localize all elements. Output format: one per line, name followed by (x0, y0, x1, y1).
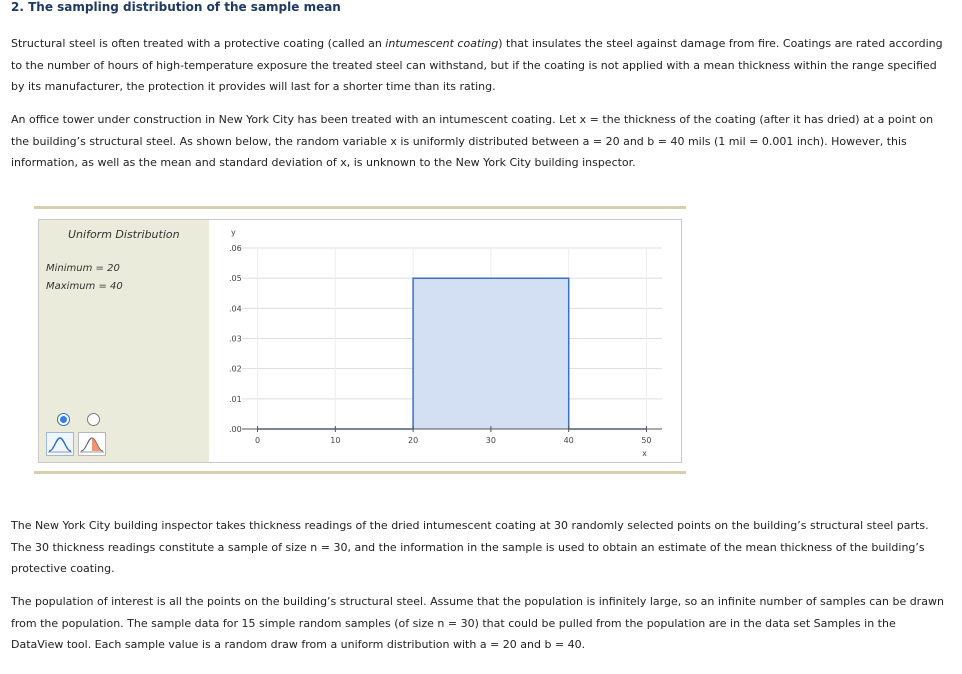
y-tick-label: .02 (229, 364, 242, 374)
x-tick-label: 50 (641, 436, 652, 445)
y-tick-label: .04 (229, 304, 242, 314)
x-tick-label: 10 (330, 436, 341, 445)
x-axis-label: x (642, 449, 647, 458)
panel-title: Uniform Distribution (68, 228, 180, 241)
x-tick-label: 0 (255, 436, 261, 445)
x-tick-label: 40 (563, 436, 574, 445)
population-paragraph: The population of interest is all the points on the building’s structural steel. Assume that the population is infinitely large, so an infinite number of samples can be drawn from the population. The sample data for 15 simple random samples (of size n = 30) that could be pulled from the population are in the data set Samples in the DataView tool. Each sample value is a random draw from a uniform distribution with a = 20 and b = 40. (11, 595, 944, 651)
x-tick-label: 20 (408, 436, 419, 445)
x-tick-label: 30 (485, 436, 496, 445)
y-tick-label: .05 (229, 274, 242, 284)
density-area (258, 278, 647, 429)
y-tick-label: .00 (229, 425, 242, 434)
y-tick-label: .06 (229, 244, 242, 253)
minimum-label: Minimum = 20 (46, 263, 120, 274)
scenario-paragraph: An office tower under construction in New York City has been treated with an intumescent coating. Let x = the thickness of the coating (after it has dried) at a point on the building’s structural steel. As shown below, the random variable x is uniformly distributed between a = 20 and b = 40 mils (1 mil = 0.001 inch). However, this information, as well as the mean and standard deviation of x, is unknown to the New York City building inspector. (11, 113, 934, 169)
y-tick-label: .03 (229, 334, 242, 344)
y-axis-label: y (231, 228, 236, 237)
maximum-label: Maximum = 40 (46, 281, 123, 292)
intro-text-end: ) that insulates the steel against damage from fire. Coatings are rated according to the number of hours of high-temperature exposure the treated steel can withstand, but if the coating is not applied with a mean thickness within the range specified by its manufacturer, the protection it provides will last for a shorter time than its rating. (11, 37, 943, 93)
section-title: 2. The sampling distribution of the sample mean (11, 0, 341, 14)
intro-text-start: Structural steel is often treated with a protective coating (called an (11, 37, 386, 50)
intro-text-term: intumescent coating (385, 37, 499, 50)
inspector-paragraph: The New York City building inspector takes thickness readings of the dried intumescent coating at 30 randomly selected points on the building’s structural steel parts. The 30 thickness readings constitute a sample of size n = 30, and the information in the sample is used to obtain an estimate of the mean thickness of the building’s protective coating. (11, 519, 929, 575)
y-tick-label: .01 (229, 394, 242, 404)
